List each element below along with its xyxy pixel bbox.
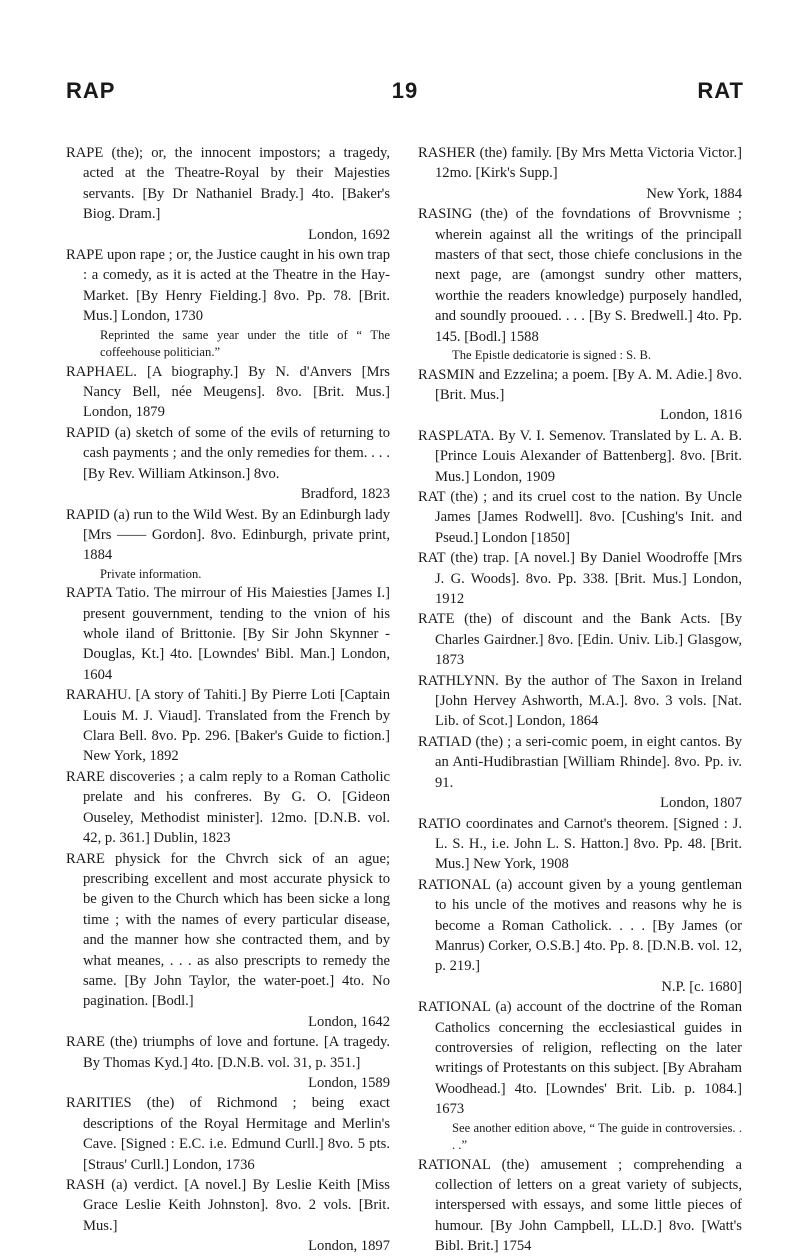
entry-text: RARITIES (the) of Richmond ; being exact descriptions of the Royal Hermitage and Merlin's Cave. [Signed : E.C. i.e. Edmund Curll.] 8vo. 5 pts. [Straus' Curll.] London, 1736 xyxy=(66,1095,390,1173)
entry-text: RASPLATA. By V. I. Semenov. Translated by L. A. B. [Prince Louis Alexander of Battenberg]. 8vo. [Brit. Mus.] London, 1909 xyxy=(418,427,742,485)
bibliography-entry xyxy=(66,362,390,423)
entry-text: RATE (the) of discount and the Bank Acts. [By Charles Gairdner.] 8vo. [Edin. Univ. Lib.] Glasgow, 1873 xyxy=(418,611,742,669)
entry-imprint: London, 1589 xyxy=(308,1074,390,1091)
entry-note: See another edition above, “ The guide in controversies. . . .” xyxy=(452,1120,742,1153)
running-header xyxy=(66,78,744,104)
entry-imprint: London, 1897 xyxy=(308,1238,390,1255)
left-column xyxy=(66,143,390,1257)
entry-text: RAPE (the); or, the innocent impostors; a tragedy, acted at the Theatre-Royal by their Majesties servants. [By Dr Nathaniel Brady.] 4to. [Baker's Biog. Dram.] xyxy=(66,145,390,223)
bibliography-entry xyxy=(66,1032,390,1093)
entry-text: RATHLYNN. By the author of The Saxon in Ireland [John Hervey Ashworth, M.A.]. 8vo. 3 vols. [Nat. Lib. of Scot.] London, 1864 xyxy=(418,672,742,730)
bibliography-entry xyxy=(66,1093,390,1175)
bibliography-entry xyxy=(66,143,390,245)
entry-imprint: London, 1692 xyxy=(308,226,390,243)
page-number: 19 xyxy=(391,78,419,103)
header-right-catchword: RAT xyxy=(697,78,744,103)
entry-text: RASMIN and Ezzelina; a poem. [By A. M. Adie.] 8vo. [Brit. Mus.] xyxy=(418,366,742,403)
entry-text: RARE physick for the Chvrch sick of an ague; prescribing excellent and most accurate physick to be given to the Church which has been sicke a long time ; with the names of every particular disease, and the manner how she contracted them, and by what meanes, . . . as also prescripts to remedy the same. [By John Taylor, the water-poet.] 4to. No pagination. [Bodl.] xyxy=(66,850,390,1010)
bibliography-entry xyxy=(66,423,390,505)
entry-text: RARE discoveries ; a calm reply to a Roman Catholic prelate and his confreres. By G. O. [Gideon Ouseley, Methodist minister]. 12mo. [D.N.B. vol. 42, p. 361.] Dublin, 1823 xyxy=(66,768,390,847)
entry-text: RATIONAL (a) account of the doctrine of the Roman Catholics concerning the ecclesiastical guides in controversies of religion, reflecting on the later writings of Protestants on this subject. [By Abraham Woodhead.] 4to. [Lowndes' Brit. Lib. p. 1084.] 1673 xyxy=(418,999,742,1118)
entry-text: RASHER (the) family. [By Mrs Metta Victoria Victor.] 12mo. [Kirk's Supp.] xyxy=(418,145,742,182)
bibliography-entry xyxy=(418,609,742,670)
entry-text: RAPHAEL. [A biography.] By N. d'Anvers [Mrs Nancy Bell, née Meugens]. 8vo. [Brit. Mus.] London, 1879 xyxy=(66,363,390,421)
entry-imprint: London, 1816 xyxy=(660,407,742,424)
bibliography-entry xyxy=(418,487,742,548)
entry-text: RARAHU. [A story of Tahiti.] By Pierre Loti [Captain Louis M. J. Viaud]. Translated from the French by Clara Bell. 8vo. Pp. 296. [Baker's Guide to fiction.] New York, 1892 xyxy=(66,687,390,765)
bibliography-entry xyxy=(66,1175,390,1257)
entry-text: RAT (the) ; and its cruel cost to the nation. By Uncle James [James Rodwell]. 8vo. [Cushing's Init. and Pseud.] London [1850] xyxy=(418,489,742,546)
bibliography-entry xyxy=(66,505,390,584)
bibliography-entry xyxy=(418,548,742,609)
bibliography-entry xyxy=(418,814,742,875)
header-left-catchword: RAP xyxy=(66,78,116,103)
entry-text: RATIAD (the) ; a seri-comic poem, in eight cantos. By an Anti-Hudibrastian [William Rhinde]. 8vo. Pp. iv. 91. xyxy=(418,733,742,791)
entry-text: RARE (the) triumphs of love and fortune. [A tragedy. By Thomas Kyd.] 4to. [D.N.B. vol. 31, p. 351.] xyxy=(66,1034,390,1071)
bibliography-entry xyxy=(418,997,742,1154)
bibliography-entry xyxy=(418,143,742,204)
entry-imprint: London, 1642 xyxy=(308,1013,390,1030)
entry-text: RATIONAL (the) amusement ; comprehending a collection of letters on a great variety of subjects, interspersed with essays, and some little pieces of humour. [By John Campbell, LL.D.] 8vo. [Watt's Bibl. Brit.] 1754 xyxy=(418,1156,742,1255)
bibliography-entry xyxy=(66,849,390,1033)
entry-imprint: London, 1807 xyxy=(660,795,742,812)
entry-text: RAPID (a) run to the Wild West. By an Edinburgh lady [Mrs —— Gordon]. 8vo. Edinburgh, private print, 1884 xyxy=(66,506,390,564)
bibliography-entry xyxy=(66,685,390,767)
entry-text: RAT (the) trap. [A novel.] By Daniel Woodroffe [Mrs J. G. Woods]. 8vo. Pp. 338. [Brit. Mus.] London, 1912 xyxy=(418,550,742,608)
bibliography-entry xyxy=(418,1155,742,1257)
bibliography-entry xyxy=(418,875,742,997)
bibliography-entry xyxy=(66,583,390,685)
bibliography-entry xyxy=(418,671,742,732)
entry-imprint: New York, 1884 xyxy=(646,185,742,202)
right-column xyxy=(418,143,742,1257)
bibliography-entry xyxy=(418,426,742,487)
entry-text: RASING (the) of the fovndations of Brovvnisme ; wherein against all the writings of the principall masters of that sect, those chiefe conclusions in the next page, are (amongst sundry other matters, worthie the readers knowledge) purposely handled, and soundly prooued. . . . [By S. Bredwell.] 4to. Pp. 145. [Bodl.] 1588 xyxy=(418,206,742,345)
bibliography-entry xyxy=(66,245,390,362)
entry-note: The Epistle dedicatorie is signed : S. B. xyxy=(452,348,652,363)
entry-note: Private information. xyxy=(100,566,202,581)
entry-text: RAPTA Tatio. The mirrour of His Maiesties [James I.] present gouvernment, tending to the vnion of his whole iland of Brittonie. [By Sir John Skynner - Douglas, Kt.] 4to. [Lowndes' Bibl. Man.] London, 1604 xyxy=(66,585,390,683)
bibliography-entry xyxy=(418,204,742,364)
entry-text: RATIONAL (a) account given by a young gentleman to his uncle of the motives and reasons why he is become a Roman Catholick. . . . [By James (or Manrus) Corker, O.S.B.] 4to. Pp. 8. [D.N.B. vol. 12, p. 219.] xyxy=(418,876,742,975)
entry-text: RAPE upon rape ; or, the Justice caught in his own trap : a comedy, as it is acted at the Theatre in the Hay-Market. [By Henry Fielding.] 8vo. Pp. 78. [Brit. Mus.] London, 1730 xyxy=(66,247,390,325)
entry-imprint: N.P. [c. 1680] xyxy=(661,978,742,995)
bibliography-entry xyxy=(66,767,390,849)
entry-text: RATIO coordinates and Carnot's theorem. [Signed : J. L. S. H., i.e. John L. S. Hatton.] 8vo. Pp. 48. [Brit. Mus.] New York, 1908 xyxy=(418,815,742,873)
entry-imprint: Bradford, 1823 xyxy=(300,486,390,503)
entry-note: Reprinted the same year under the title of “ The coffeehouse politician.” xyxy=(100,327,390,360)
entry-text: RASH (a) verdict. [A novel.] By Leslie Keith [Miss Grace Leslie Keith Johnston]. 8vo. 2 vols. [Brit. Mus.] xyxy=(66,1177,390,1234)
bibliography-entry xyxy=(418,365,742,426)
entry-text: RAPID (a) sketch of some of the evils of returning to cash payments ; and the only remedies for them. . . . [By Rev. William Atkinson.] 8vo. xyxy=(66,424,390,482)
bibliography-entry xyxy=(418,732,742,814)
